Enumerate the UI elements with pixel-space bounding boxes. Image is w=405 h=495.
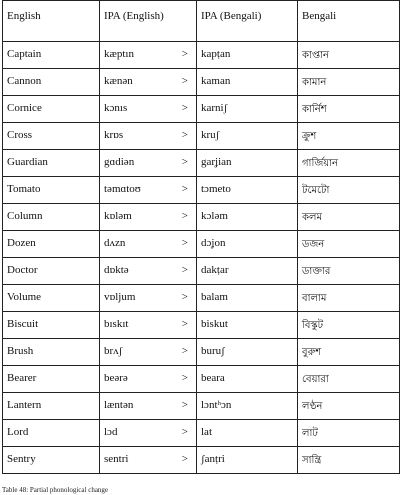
cell-english-word: Sentry [3,447,100,474]
ipa-english-text: lɔd [104,426,118,438]
change-arrow: > [181,318,188,330]
cell-ipa-english [100,285,197,312]
table-header-row [3,1,400,42]
cell-bengali-word: ডাক্তার [298,258,400,285]
cell-ipa-english [100,366,197,393]
cell-english-word: Captain [3,42,100,69]
cell-bengali-word: গার্জিয়ান [298,150,400,177]
cell-english-word: Bearer [3,366,100,393]
ipa-english-text: beərə [104,372,128,384]
cell-ipa-english [100,177,197,204]
ipa-english-text: dɒktə [104,264,129,276]
cell-english-word: Brush [3,339,100,366]
change-arrow: > [181,426,188,438]
cell-ipa-bengali: balam [197,285,298,312]
ipa-english-text: vɒljum [104,291,136,303]
cell-bengali-word: বেয়ারা [298,366,400,393]
cell-ipa-english [100,447,197,474]
header-bengali: Bengali [298,1,400,42]
table-body [3,42,400,474]
cell-english-word: Doctor [3,258,100,285]
cell-bengali-word: বিস্কুট [298,312,400,339]
table-row [3,42,400,69]
cell-english-word: Cannon [3,69,100,96]
cell-ipa-english [100,69,197,96]
table-row [3,339,400,366]
header-ipa-bengali: IPA (Bengali) [197,1,298,42]
cell-english-word: Guardian [3,150,100,177]
header-ipa-english: IPA (English) [100,1,197,42]
cell-ipa-bengali: karniʃ [197,96,298,123]
ipa-english-text: təmɑtoʊ [104,183,141,195]
cell-ipa-bengali: tɔmeto [197,177,298,204]
cell-english-word: Lantern [3,393,100,420]
table-row [3,231,400,258]
cell-bengali-word: সান্ত্রি [298,447,400,474]
cell-ipa-english [100,339,197,366]
table-row [3,447,400,474]
cell-bengali-word: লণ্ঠন [298,393,400,420]
cell-english-word: Tomato [3,177,100,204]
cell-ipa-bengali: kɔləm [197,204,298,231]
table-row [3,177,400,204]
change-arrow: > [181,291,188,303]
cell-bengali-word: বালাম [298,285,400,312]
cell-ipa-bengali: garʝian [197,150,298,177]
cell-ipa-english [100,150,197,177]
cell-ipa-english [100,420,197,447]
cell-ipa-bengali: lɔntʰɔn [197,393,298,420]
ipa-english-text: sentri [104,453,129,465]
table-row [3,366,400,393]
cell-ipa-bengali: kaman [197,69,298,96]
cell-bengali-word: লাট [298,420,400,447]
cell-english-word: Biscuit [3,312,100,339]
ipa-english-text: læntən [104,399,134,411]
change-arrow: > [181,102,188,114]
cell-ipa-english [100,42,197,69]
cell-ipa-english [100,96,197,123]
cell-english-word: Volume [3,285,100,312]
table-row [3,420,400,447]
ipa-english-text: gɑdiən [104,156,135,168]
cell-english-word: Lord [3,420,100,447]
cell-ipa-english [100,393,197,420]
cell-bengali-word: কামান [298,69,400,96]
change-arrow: > [181,264,188,276]
change-arrow: > [181,210,188,222]
cell-bengali-word: কাপ্তান [298,42,400,69]
ipa-english-text: brʌʃ [104,345,123,357]
ipa-english-text: kæptın [104,48,134,60]
cell-bengali-word: টমেটো [298,177,400,204]
cell-bengali-word: বুরুশ [298,339,400,366]
cell-english-word: Cornice [3,96,100,123]
cell-ipa-english [100,204,197,231]
table-row [3,96,400,123]
cell-ipa-english [100,123,197,150]
table-row [3,312,400,339]
table-row [3,393,400,420]
change-arrow: > [181,453,188,465]
cell-english-word: Cross [3,123,100,150]
ipa-english-text: dʌzn [104,237,126,249]
table-row [3,150,400,177]
cell-ipa-english [100,231,197,258]
table-row [3,123,400,150]
phonological-change-table [2,0,400,474]
cell-english-word: Dozen [3,231,100,258]
change-arrow: > [181,156,188,168]
cell-bengali-word: কলম [298,204,400,231]
change-arrow: > [181,75,188,87]
cell-ipa-bengali: kruʃ [197,123,298,150]
cell-ipa-bengali: dakṭar [197,258,298,285]
ipa-english-text: kɔnıs [104,102,128,114]
change-arrow: > [181,183,188,195]
cell-bengali-word: কার্নিশ [298,96,400,123]
cell-ipa-bengali: beara [197,366,298,393]
ipa-english-text: kɒləm [104,210,132,222]
change-arrow: > [181,372,188,384]
table-row [3,285,400,312]
cell-ipa-bengali: kapṭan [197,42,298,69]
ipa-english-text: krɒs [104,129,124,141]
header-english: English [3,1,100,42]
cell-bengali-word: ক্রুশ [298,123,400,150]
cell-ipa-bengali: dɔʝon [197,231,298,258]
change-arrow: > [181,345,188,357]
cell-ipa-bengali: buruʃ [197,339,298,366]
table-row [3,69,400,96]
change-arrow: > [181,399,188,411]
cell-ipa-bengali: lat [197,420,298,447]
change-arrow: > [181,48,188,60]
cell-ipa-bengali: biskut [197,312,298,339]
change-arrow: > [181,237,188,249]
ipa-english-text: bıskıt [104,318,129,330]
cell-ipa-english [100,312,197,339]
cell-bengali-word: ডজন [298,231,400,258]
cell-english-word: Column [3,204,100,231]
ipa-english-text: kænən [104,75,133,87]
table-row [3,258,400,285]
cell-ipa-bengali: ʃanṭri [197,447,298,474]
change-arrow: > [181,129,188,141]
table-row [3,204,400,231]
cell-ipa-english [100,258,197,285]
table-caption: Table 48: Partial phonological change [2,486,109,494]
